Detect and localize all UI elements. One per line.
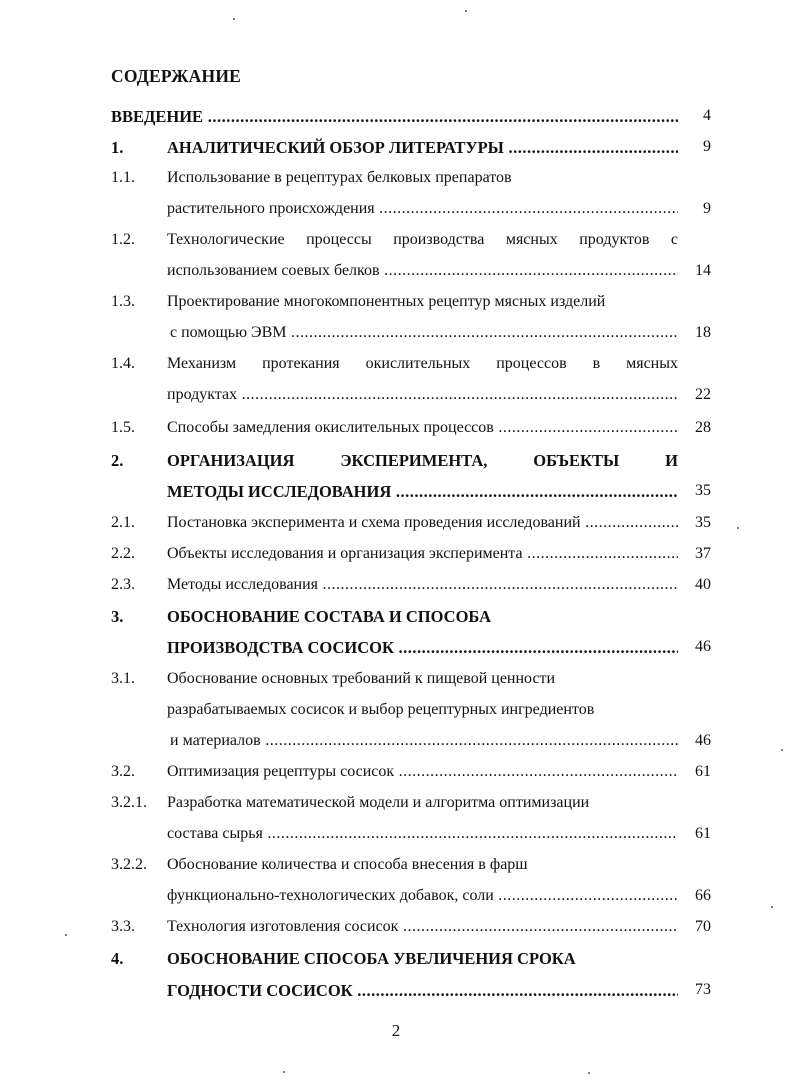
toc-entry-page: 4	[703, 107, 711, 124]
toc-entry-text: функционально-технологических добавок, соли .....	[167, 887, 678, 905]
toc-entry-number: 1.4.	[111, 355, 135, 372]
toc-entry-1-4-cont	[0, 380, 792, 410]
toc-entry-page: 40	[695, 576, 711, 593]
toc-entry-2-2	[0, 539, 792, 569]
toc-entry-text: АНАЛИТИЧЕСКИЙ ОБЗОР ЛИТЕРАТУРЫ .....	[167, 138, 678, 158]
toc-entry-intro	[0, 101, 792, 131]
toc-entry-text: Механизм протекания окислительных процессов в мясных	[167, 355, 678, 372]
toc-entry-2	[0, 445, 792, 475]
scan-speck	[233, 18, 235, 20]
toc-entry-text: Разработка математической модели и алгоритма оптимизации	[167, 794, 590, 811]
toc-entry-text: Технологические процессы производства мясных продуктов с	[167, 231, 678, 248]
toc-entry-page: 22	[695, 386, 711, 403]
toc-entry-number: 1.2.	[111, 231, 135, 248]
toc-entry-3-3	[0, 912, 792, 942]
toc-entry-text: Проектирование многокомпонентных рецептур мясных изделий	[167, 293, 606, 310]
toc-entry-text: состава сырья .....	[167, 825, 678, 843]
toc-entry-3-cont	[0, 632, 792, 662]
toc-entry-text: с помощью ЭВМ .....	[170, 324, 678, 342]
toc-entry-text: и материалов .....	[170, 732, 678, 750]
page-number: 2	[391, 1021, 401, 1040]
toc-entry-text: Объекты исследования и организация эксперимента .....	[167, 545, 678, 563]
toc-entry-text: ГОДНОСТИ СОСИСОК .....	[167, 981, 678, 1001]
toc-entry-number: 2.	[111, 451, 124, 470]
toc-entry-1-1	[0, 163, 792, 193]
toc-entry-text: ВВЕДЕНИЕ .....	[111, 107, 678, 127]
toc-entry-page: 9	[703, 200, 711, 217]
toc-entry-3-2-2	[0, 850, 792, 880]
toc-entry-page: 35	[695, 482, 711, 499]
toc-entry-text: продуктах .....	[167, 386, 678, 404]
scan-speck	[588, 1072, 590, 1074]
toc-entry-1-3	[0, 287, 792, 317]
toc-entry-page: 61	[695, 763, 711, 780]
toc-entry-1-4	[0, 349, 792, 379]
toc-entry-text: Постановка эксперимента и схема проведения исследований .....	[167, 514, 678, 532]
toc-entry-text: МЕТОДЫ ИССЛЕДОВАНИЯ .....	[167, 482, 678, 502]
scan-speck	[465, 10, 467, 12]
toc-entry-2-cont	[0, 476, 792, 506]
toc-entry-3-1	[0, 664, 792, 694]
toc-entry-2-3	[0, 570, 792, 600]
toc-entry-1-2	[0, 225, 792, 255]
toc-entry-page: 46	[695, 638, 711, 655]
toc-entry-number: 2.1.	[111, 514, 135, 531]
toc-entry-text: растительного происхождения .....	[167, 200, 678, 218]
toc-entry-number: 1.3.	[111, 293, 135, 310]
toc-entry-1	[0, 132, 792, 162]
toc-entry-page: 46	[695, 732, 711, 749]
toc-entry-number: 3.2.2.	[111, 856, 147, 873]
toc-entry-number: 3.3.	[111, 918, 135, 935]
toc-entry-number: 3.1.	[111, 670, 135, 687]
toc-entry-number: 4.	[111, 949, 124, 968]
toc-entry-page: 28	[695, 419, 711, 436]
toc-entry-text: Технология изготовления сосисок .....	[167, 918, 678, 936]
toc-entry-text: Оптимизация рецептуры сосисок .....	[167, 763, 678, 781]
toc-entry-3-2-2-cont	[0, 881, 792, 911]
toc-entry-1-3-cont	[0, 318, 792, 348]
toc-entry-page: 18	[695, 324, 711, 341]
toc-entry-text: Обоснование количества и способа внесения в фарш	[167, 856, 528, 873]
toc-entry-text: разрабатываемых сосисок и выбор рецептурных ингредиентов	[167, 701, 595, 718]
toc-entry-text: Способы замедления окислительных процессов .....	[167, 419, 678, 437]
toc-entry-text: ОРГАНИЗАЦИЯ ЭКСПЕРИМЕНТА, ОБЪЕКТЫ И	[167, 451, 678, 470]
toc-entry-text: Методы исследования .....	[167, 576, 678, 594]
toc-entry-text: ОБОСНОВАНИЕ СПОСОБА УВЕЛИЧЕНИЯ СРОКА	[167, 949, 576, 968]
toc-title: СОДЕРЖАНИЕ	[111, 66, 242, 86]
toc-entry-1-5	[0, 413, 792, 443]
toc-entry-3-2-1-cont	[0, 819, 792, 849]
toc-entry-number: 3.	[111, 607, 124, 626]
toc-entry-1-1-cont	[0, 194, 792, 224]
toc-entry-text: использованием соевых белков .....	[167, 262, 678, 280]
toc-entry-page: 70	[695, 918, 711, 935]
toc-entry-page: 73	[695, 981, 711, 998]
toc-entry-3	[0, 601, 792, 631]
toc-entry-number: 3.2.	[111, 763, 135, 780]
toc-entry-2-1	[0, 508, 792, 538]
toc-entry-number: 2.2.	[111, 545, 135, 562]
toc-entry-4	[0, 943, 792, 973]
toc-entry-text: ПРОИЗВОДСТВА СОСИСОК .....	[167, 638, 678, 658]
toc-entry-page: 61	[695, 825, 711, 842]
toc-entry-number: 1.5.	[111, 419, 135, 436]
toc-entry-3-1-cont2	[0, 726, 792, 756]
toc-entry-3-2-1	[0, 788, 792, 818]
toc-entry-number: 1.1.	[111, 169, 135, 186]
toc-entry-page: 37	[695, 545, 711, 562]
toc-entry-3-1-cont	[0, 695, 792, 725]
toc-entry-number: 1.	[111, 138, 124, 157]
toc-entry-page: 9	[703, 138, 711, 155]
scan-speck	[65, 934, 67, 936]
toc-entry-text: ОБОСНОВАНИЕ СОСТАВА И СПОСОБА	[167, 607, 492, 626]
scan-speck	[283, 1071, 285, 1073]
scan-speck	[781, 749, 783, 751]
toc-entry-3-2	[0, 757, 792, 787]
toc-entry-page: 35	[695, 514, 711, 531]
toc-entry-number: 3.2.1.	[111, 794, 147, 811]
toc-entry-text: Обоснование основных требований к пищевой ценности	[167, 670, 556, 687]
toc-entry-text: Использование в рецептурах белковых препаратов	[167, 169, 512, 186]
toc-entry-1-2-cont	[0, 256, 792, 286]
scan-speck	[737, 527, 739, 529]
toc-entry-number: 2.3.	[111, 576, 135, 593]
toc-entry-4-cont	[0, 975, 792, 1005]
scan-speck	[771, 906, 773, 908]
toc-entry-page: 14	[695, 262, 711, 279]
toc-entry-page: 66	[695, 887, 711, 904]
